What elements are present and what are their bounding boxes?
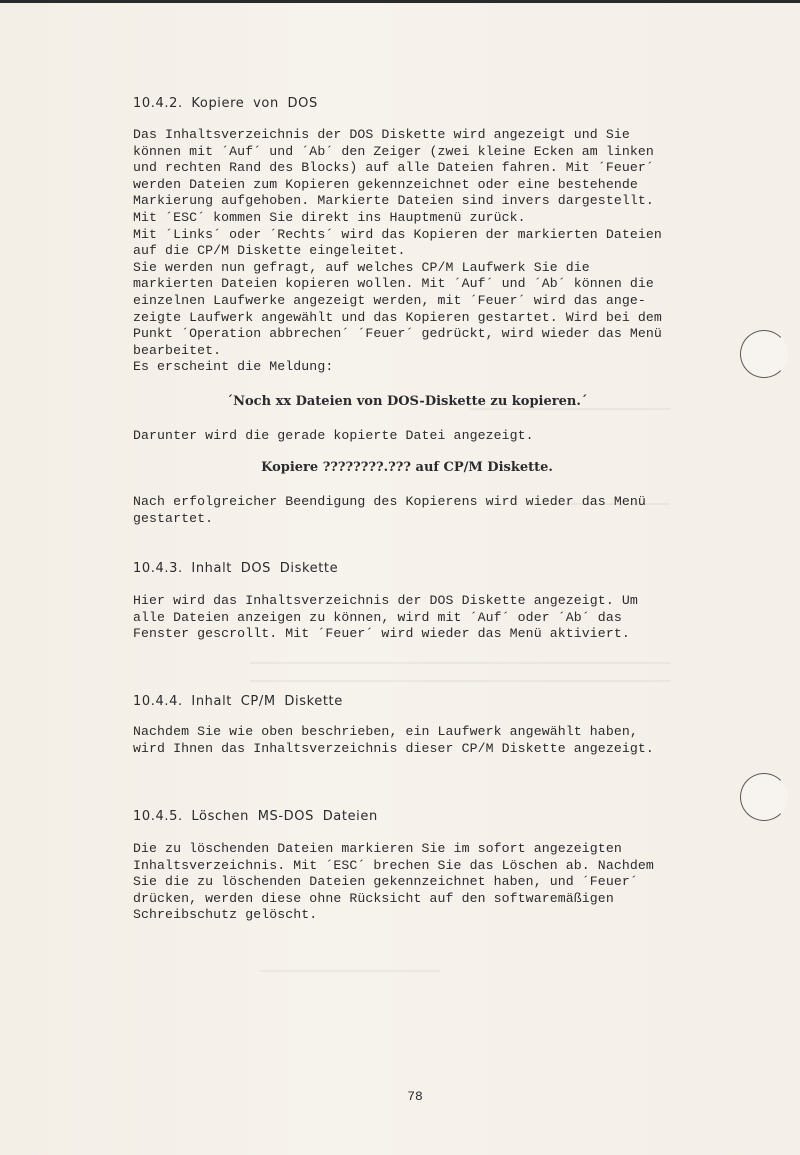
text-line: Die zu löschenden Dateien markieren Sie im sofort angezeigten [133,841,622,856]
message-noch-xx-dateien: ´Noch xx Dateien von DOS-Diskette zu kopieren.´ [226,394,588,409]
text-line: Schreibschutz gelöscht. [133,907,318,923]
text-line: auf die CP/M Diskette eingeleitet. [133,243,406,259]
section-heading: 10.4.3. Inhalt DOS Diskette [133,561,339,576]
message-kopiere: Kopiere ????????.??? auf CP/M Diskette. [261,460,553,475]
page-number: 78 [407,1089,423,1104]
punch-hole-icon [740,330,788,378]
text-line: Darunter wird die gerade kopierte Datei angezeigt. [133,428,534,443]
text-line: Das Inhaltsverzeichnis der DOS Diskette wird angezeigt und Sie [133,127,630,142]
text-line: Hier wird das Inhaltsverzeichnis der DOS Diskette angezeigt. Um [133,593,638,608]
show-through [250,680,670,682]
text-line: Nachdem Sie wie oben beschrieben, ein Laufwerk angewählt haben, [133,724,638,739]
text-line: Sie die zu löschenden Dateien gekennzeichnet haben, und ´Feuer´ [133,874,638,890]
section-heading: 10.4.4. Inhalt CP/M Diskette [133,694,343,709]
text-line: alle Dateien anzeigen zu können, wird mit ´Auf´ oder ´Ab´ das [133,609,622,625]
paragraph-inhalt-dos [133,593,681,643]
section-heading: 10.4.2. Kopiere von DOS [133,96,318,111]
text-line: Nach erfolgreicher Beendigung des Kopierens wird wieder das Menü [133,494,646,509]
text-line: werden Dateien zum Kopieren gekennzeichnet oder eine bestehende [133,176,638,192]
text-line: und rechten Rand des Blocks) auf alle Dateien fahren. Mit ´Feuer´ [133,160,654,176]
show-through [260,970,440,972]
section-inhalt-dos-diskette [133,561,681,576]
text-line: gestartet. [133,510,214,526]
section-heading: 10.4.5. Löschen MS-DOS Dateien [133,809,378,824]
show-through [250,662,670,664]
text-line: Markierung aufgehoben. Markierte Dateien sind invers dargestellt. [133,193,654,209]
text-line: zeigte Laufwerk angewählt und das Kopieren gestartet. Wird bei dem [133,309,662,325]
text-line: Mit ´ESC´ kommen Sie direkt ins Hauptmenü zurück. [133,209,526,225]
text-line: Mit ´Links´ oder ´Rechts´ wird das Kopieren der markierten Dateien [133,226,662,242]
paragraph-copy-instructions [133,127,681,376]
paragraph-darunter [133,428,681,445]
text-line: Sie werden nun gefragt, auf welches CP/M Laufwerk Sie die [133,259,590,275]
text-line: Inhaltsverzeichnis. Mit ´ESC´ brechen Sie das Löschen ab. Nachdem [133,857,654,873]
paragraph-inhalt-cpm [133,724,681,757]
section-inhalt-cpm-diskette [133,694,681,709]
text-line: Fenster gescrollt. Mit ´Feuer´ wird wieder das Menü aktiviert. [133,626,630,642]
text-line: Punkt ´Operation abbrechen´ ´Feuer´ gedrückt, wird wieder das Menü [133,326,662,342]
text-line: bearbeitet. [133,342,222,358]
text-line: wird Ihnen das Inhaltsverzeichnis dieser CP/M Diskette angezeigt. [133,740,654,756]
scan-top-edge [0,0,800,3]
text-line: einzelnen Laufwerke angezeigt werden, mit ´Feuer´ wird das ange- [133,292,646,308]
text-line: drücken, werden diese ohne Rücksicht auf den softwaremäßigen [133,890,614,906]
section-kopiere-von-dos [133,96,681,111]
text-line: können mit ´Auf´ und ´Ab´ den Zeiger (zwei kleine Ecken am linken [133,143,654,159]
text-line: markierten Dateien kopieren wollen. Mit ´Auf´ und ´Ab´ können die [133,276,654,292]
text-line: Es erscheint die Meldung: [133,359,334,375]
copy-line-block [133,460,681,475]
section-loeschen-msdos [133,809,681,824]
message-block [133,394,681,409]
punch-hole-icon [740,773,788,821]
paragraph-loeschen [133,841,681,924]
paragraph-nach-erfolgreicher [133,494,681,527]
